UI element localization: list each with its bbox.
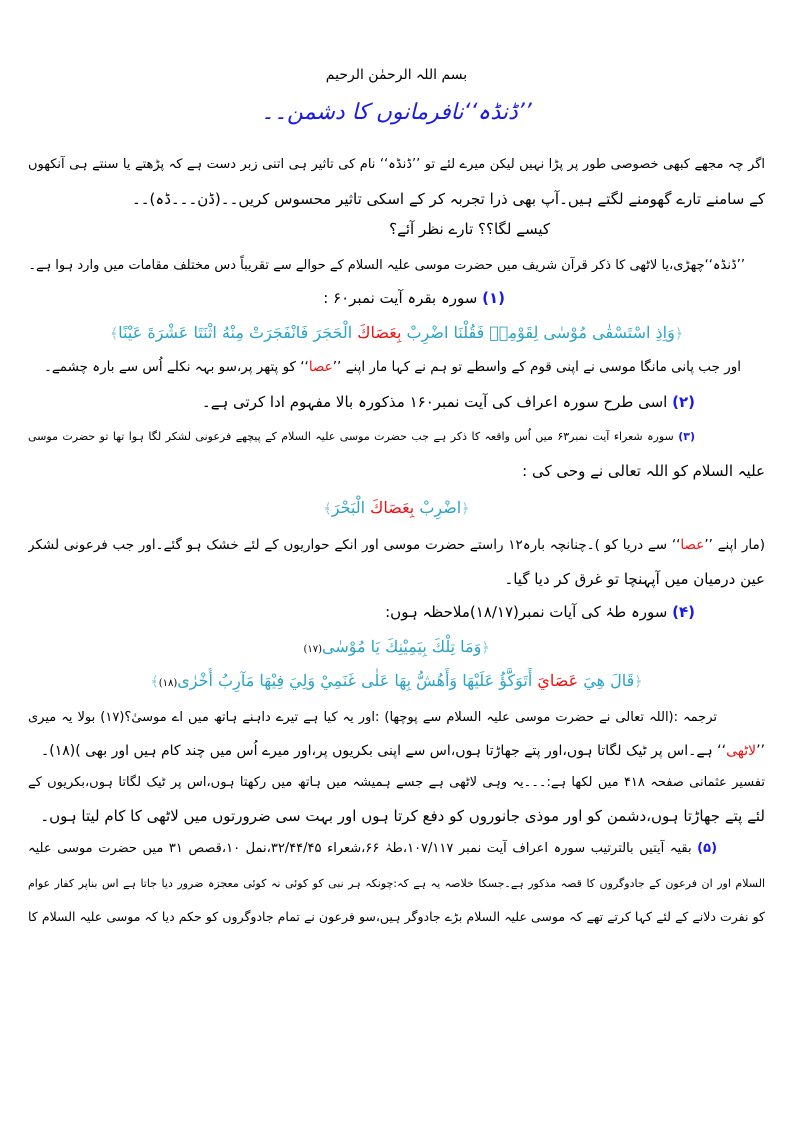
- translation-text: ‘‘ سے دریا کو )۔چنانچہ بارہ۱۲ راستے حضرت موسی اور انکے حواریوں کے لئے خشک ہو گئے۔اور جب فرعونی لشکر: [28, 537, 681, 553]
- ayah-open-ornament: ﴿: [634, 674, 643, 690]
- translation-highlight: عصا: [308, 359, 333, 375]
- ayah-reference: (۱۸): [158, 678, 178, 689]
- ayah-open-ornament: ﴿: [481, 640, 490, 656]
- ayah-taha-17: [28, 634, 765, 663]
- section-3-line-2: علیہ السلام کو اللہ تعالی نے وحی کی :: [522, 462, 765, 480]
- overview-paragraph: ’’ڈنڈہ‘‘چھڑی،یا لاٹھی کا ذکر قرآن شریف میں حضرت موسی علیہ السلام کے حوالے سے تقریباً دس مختلف مقامات میں وارد ہوا ہے۔: [28, 258, 745, 273]
- ayah-text: وَاِذِ اسْتَسْقٰى مُوْسٰى لِقَوْمِهٖ فَقُلْنَا اضْرِبْ: [401, 323, 675, 342]
- translation-baqarah: [28, 356, 765, 378]
- section-number: (۳): [678, 430, 696, 443]
- section-heading: سورہ بقرہ آیت نمبر۶۰ :: [323, 289, 478, 307]
- translation-text: ‘‘ ہے۔اس پر ٹیک لگاتا ہوں،اور پتے جھاڑتا ہوں،اس سے اپنی بکریوں پر،اور میرے اُس میں چند کام ہیں اور بھی )(۱۸)۔: [41, 743, 727, 759]
- section-1-heading: [28, 287, 765, 309]
- translation-highlight: عصا: [680, 537, 705, 553]
- translation-taha-line-1: ترجمہ :(اللہ تعالی نے حضرت موسی علیہ السلام سے پوچھا) :اور یہ کیا ہے تیرے داہنے ہاتھ میں اے موسیٰ؟(۱۷) بولا یہ میری: [28, 710, 717, 725]
- translation-text: (مار اپنے ’’: [704, 537, 765, 553]
- translation-taha-line-2: [28, 740, 765, 762]
- section-heading: سورہ طہٰ کی آیات نمبر(۱۸/۱۷)ملاحظہ ہوں:: [385, 603, 668, 621]
- ayah-close-ornament: ﴾: [150, 674, 159, 690]
- section-2: [28, 391, 765, 413]
- translation-text: ‘‘ کو پتھر پر،سو بہہ نکلے اُس سے بارہ چشمے۔: [43, 359, 309, 375]
- translation-shuara: [28, 534, 765, 556]
- quote-mark: ’’: [756, 743, 765, 759]
- translation-text: اور جب پانی مانگا موسی نے اپنی قوم کے واسطے تو ہم نے کہا مار اپنے ’’: [332, 359, 741, 375]
- tafseer-line-2: لئے پتے جھاڑتا ہوں،دشمن کو اور موذی جانوروں کو دفع کرتا ہوں اور بہت سی ضرورتوں میں لاٹھی کا کام لیتا ہوں۔: [40, 807, 765, 825]
- ayah-open-ornament: ﴿: [461, 501, 470, 517]
- ayah-highlight: بِعَصَاكَ: [357, 323, 402, 342]
- ayah-taha-18: [28, 668, 765, 697]
- ayah-text: اضْرِبْ: [414, 498, 462, 517]
- ayah-text: قَالَ هِيَ: [578, 671, 635, 690]
- section-5-line-2: السلام اور ان فرعون کے جادوگروں کا قصہ مذکور ہے۔جسکا خلاصہ یہ ہے کہ:چونکہ ہر نبی کو کوئی نہ کوئی معجزہ ضرور دیا جاتا ہے اس بناپر کفار عوام: [28, 877, 765, 890]
- ayah-baqarah-60: [28, 320, 765, 347]
- section-5-line-1: [28, 838, 765, 860]
- ayah-open-ornament: ﴿: [674, 326, 684, 342]
- section-text: سورہ شعراء آیت نمبر۶۳ میں اُس واقعہ کا ذکر ہے جب حضرت موسی علیہ السلام کے پیچھے فرعونی لشکر لگا ہوا تھا تو حضرت موسی: [28, 430, 674, 443]
- translation-highlight: لاٹھی: [726, 743, 757, 759]
- section-text: اسی طرح سورہ اعراف کی آیت نمبر۱۶۰ مذکورہ بالا مفہوم ادا کرتی ہے۔: [201, 393, 668, 411]
- ayah-close-ornament: ﴾: [109, 326, 119, 342]
- intro-line-2: کے سامنے تارے گھومنے لگتے ہیں۔آپ بھی ذرا تجربہ کر کے اسکی تاثیر محسوس کریں۔۔(ڈن۔۔۔ڈہ)۔۔: [131, 190, 765, 208]
- section-3-line-end: عین درمیان میں آپہنچا تو غرق کر دیا گیا۔: [504, 570, 765, 588]
- section-number: (۵): [697, 841, 718, 856]
- section-number: (۴): [672, 603, 695, 621]
- basmala: بسم اللہ الرحمٰن الرحیم: [325, 67, 468, 83]
- ayah-text: أَتَوَكَّؤُ عَلَيْهَا وَأَهُشُّ بِهَا عَلٰى غَنَمِيْ وَلِيَ فِيْهَا مَآرِبُ أُخْرٰى: [177, 671, 538, 690]
- ayah-close-ornament: ﴾: [323, 501, 332, 517]
- section-3-line-1: [28, 426, 765, 448]
- section-number: (۲): [672, 393, 695, 411]
- intro-line-3: کیسے لگا؟؟ تارے نظر آئے؟: [389, 220, 550, 238]
- ayah-text: الْحَجَرَ فَانْفَجَرَتْ مِنْهُ اثْنَتَا عَشْرَةَ عَيْنًا: [118, 323, 358, 342]
- page-title: ’’ڈنڈہ‘‘نافرمانوں کا دشمن۔۔: [261, 100, 532, 125]
- section-text: بقیہ آیتیں بالترتیب سورہ اعراف آیت نمبر ۱۰۷/۱۱۷،طہٰ ۶۶،شعراء ۳۲/۴۴/۴۵،نمل ۱۰،قصص ۳۱ میں حضرت موسی علیہ: [28, 841, 692, 856]
- intro-line-1: اگر چہ مجھے کبھی خصوصی طور پر پڑا نہیں لیکن میرے لئے تو ’’ڈنڈہ‘‘ نام کی تاثیر ہی اتنی زبر دست ہے کہ پڑھتے یا سنتے ہی آنکھوں: [28, 157, 765, 172]
- section-5-line-3: کو نفرت دلانے کے لئے کہا کرتے تھے کہ موسی علیہ السلام بڑے جادوگر ہیں،سو فرعون نے تمام جادوگروں کو حکم دیا کہ موسی علیہ السلام کا: [28, 909, 765, 924]
- section-number: (۱): [482, 289, 505, 307]
- ayah-highlight: بِعَصَاكَ: [370, 498, 415, 517]
- section-4-heading: [28, 601, 765, 623]
- ayah-text: وَمَا تِلْكَ بِيَمِيْنِكَ يَا مُوْسٰى: [322, 637, 482, 656]
- tafseer-line-1: تفسیر عثمانی صفحہ ۴۱۸ میں لکھا ہے:۔۔۔یہ وہی لاٹھی ہے جسے ہمیشہ میں ہاتھ میں رکھتا ہوں،اس پر ٹیک لگاتا ہوں،بکریوں کے: [28, 775, 765, 790]
- ayah-shuara-63: [28, 495, 765, 522]
- ayah-text: الْبَحْرَ: [331, 498, 371, 517]
- document-page: [28, 0, 765, 1122]
- ayah-reference: (۱۷): [303, 644, 323, 655]
- ayah-highlight: عَصَايَ: [537, 671, 579, 690]
